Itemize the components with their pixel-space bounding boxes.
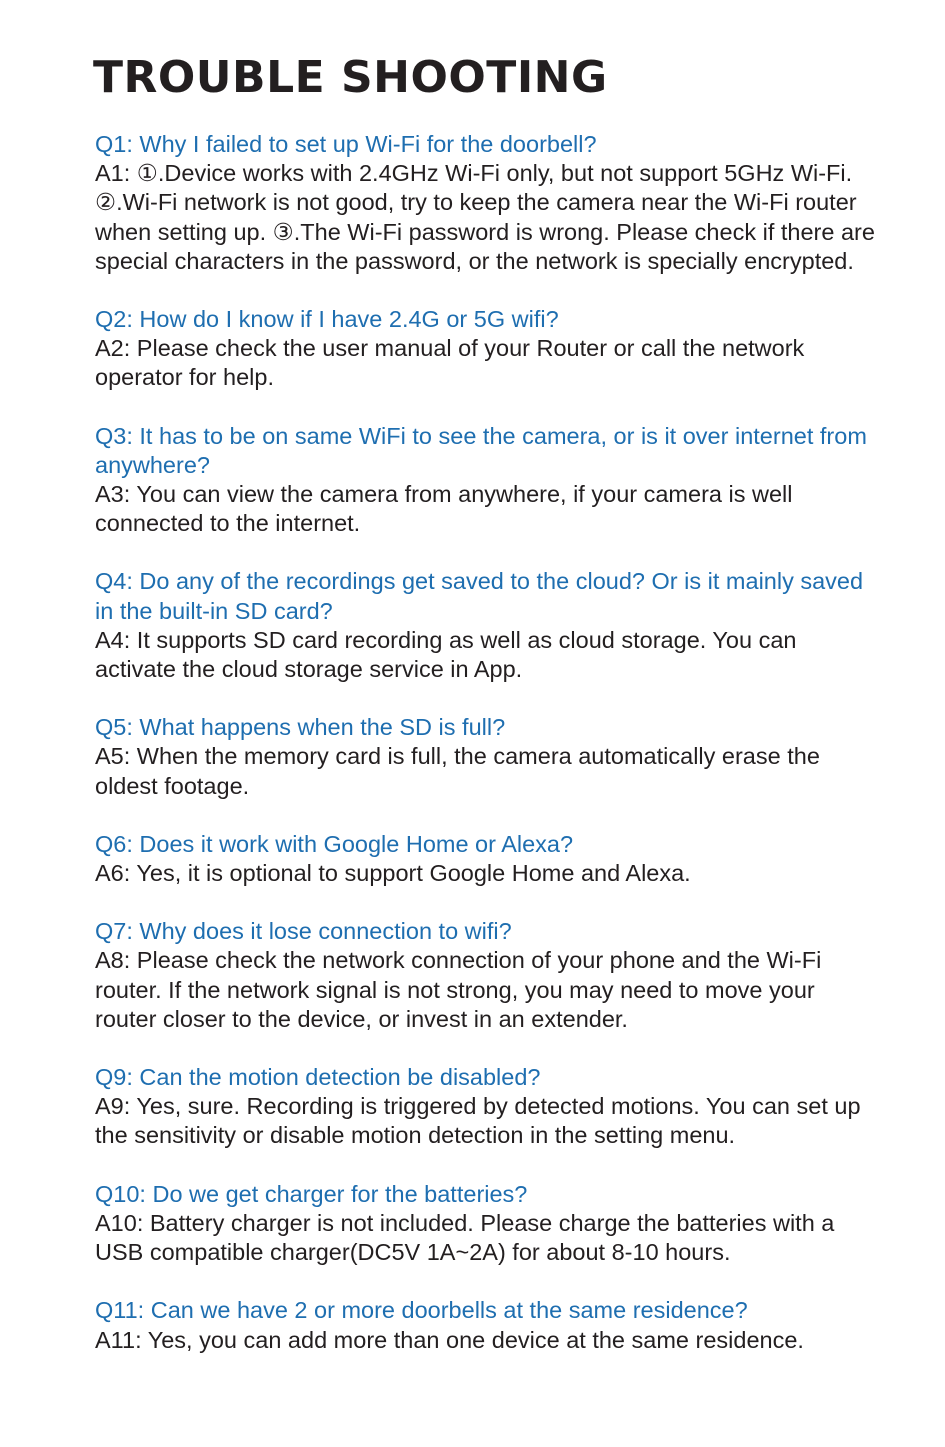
faq-item-q11 — [95, 1296, 875, 1354]
faq-item-q10 — [95, 1180, 875, 1268]
faq-answer: A10: Battery charger is not included. Please charge the batteries with a USB compatible charger(DC5V 1A~2A) for about 8-10 hours. — [95, 1209, 835, 1266]
faq-question: Q11: Can we have 2 or more doorbells at the same residence? — [95, 1297, 748, 1324]
faq-question: Q4: Do any of the recordings get saved to the cloud? Or is it mainly saved in the built-in SD card? — [95, 568, 864, 624]
faq-item-q5 — [95, 713, 875, 801]
page-title: TROUBLE SHOOTING — [93, 52, 608, 103]
faq-item-q1 — [95, 130, 875, 276]
faq-item-q9 — [95, 1063, 875, 1151]
faq-question: Q1: Why I failed to set up Wi-Fi for the doorbell? — [95, 131, 597, 157]
faq-item-q3 — [95, 422, 875, 539]
faq-answer: A11: Yes, you can add more than one device at the same residence. — [95, 1326, 804, 1353]
faq-answer: A1: ①.Device works with 2.4GHz Wi-Fi only, but not support 5GHz Wi-Fi. ②.Wi-Fi network is not good, try to keep the camera near the Wi-Fi router when setting up. ③.The Wi-Fi password is wrong. Please check if there are special characters in the password, or the network is specially encrypted. — [95, 160, 875, 274]
faq-answer: A4: It supports SD card recording as well as cloud storage. You can activate the cloud storage service in App. — [95, 626, 797, 683]
faq-item-q7 — [95, 917, 875, 1034]
faq-answer: A2: Please check the user manual of your Router or call the network operator for help. — [95, 335, 805, 391]
faq-item-q4 — [95, 567, 875, 684]
faq-item-q6 — [95, 830, 875, 888]
faq-answer: A9: Yes, sure. Recording is triggered by detected motions. You can set up the sensitivity or disable motion detection in the setting menu. — [95, 1093, 861, 1149]
faq-answer: A8: Please check the network connection of your phone and the Wi-Fi router. If the network signal is not strong, you may need to move your router closer to the device, or invest in an extender. — [95, 947, 822, 1032]
troubleshooting-page — [95, 52, 875, 1384]
faq-question: Q10: Do we get charger for the batteries? — [95, 1180, 528, 1207]
faq-list — [95, 130, 875, 1355]
faq-question: Q2: How do I know if I have 2.4G or 5G wifi? — [95, 306, 559, 333]
faq-answer: A3: You can view the camera from anywhere, if your camera is well connected to the internet. — [95, 481, 793, 537]
faq-question: Q6: Does it work with Google Home or Alexa? — [95, 830, 574, 857]
faq-question: Q5: What happens when the SD is full? — [95, 714, 506, 741]
faq-answer: A5: When the memory card is full, the camera automatically erase the oldest footage. — [95, 743, 820, 799]
faq-answer: A6: Yes, it is optional to support Google Home and Alexa. — [95, 860, 691, 887]
faq-question: Q7: Why does it lose connection to wifi? — [95, 918, 512, 945]
faq-item-q2 — [95, 305, 875, 393]
faq-question: Q3: It has to be on same WiFi to see the camera, or is it over internet from anywhere? — [95, 422, 867, 478]
faq-question: Q9: Can the motion detection be disabled? — [95, 1064, 541, 1091]
